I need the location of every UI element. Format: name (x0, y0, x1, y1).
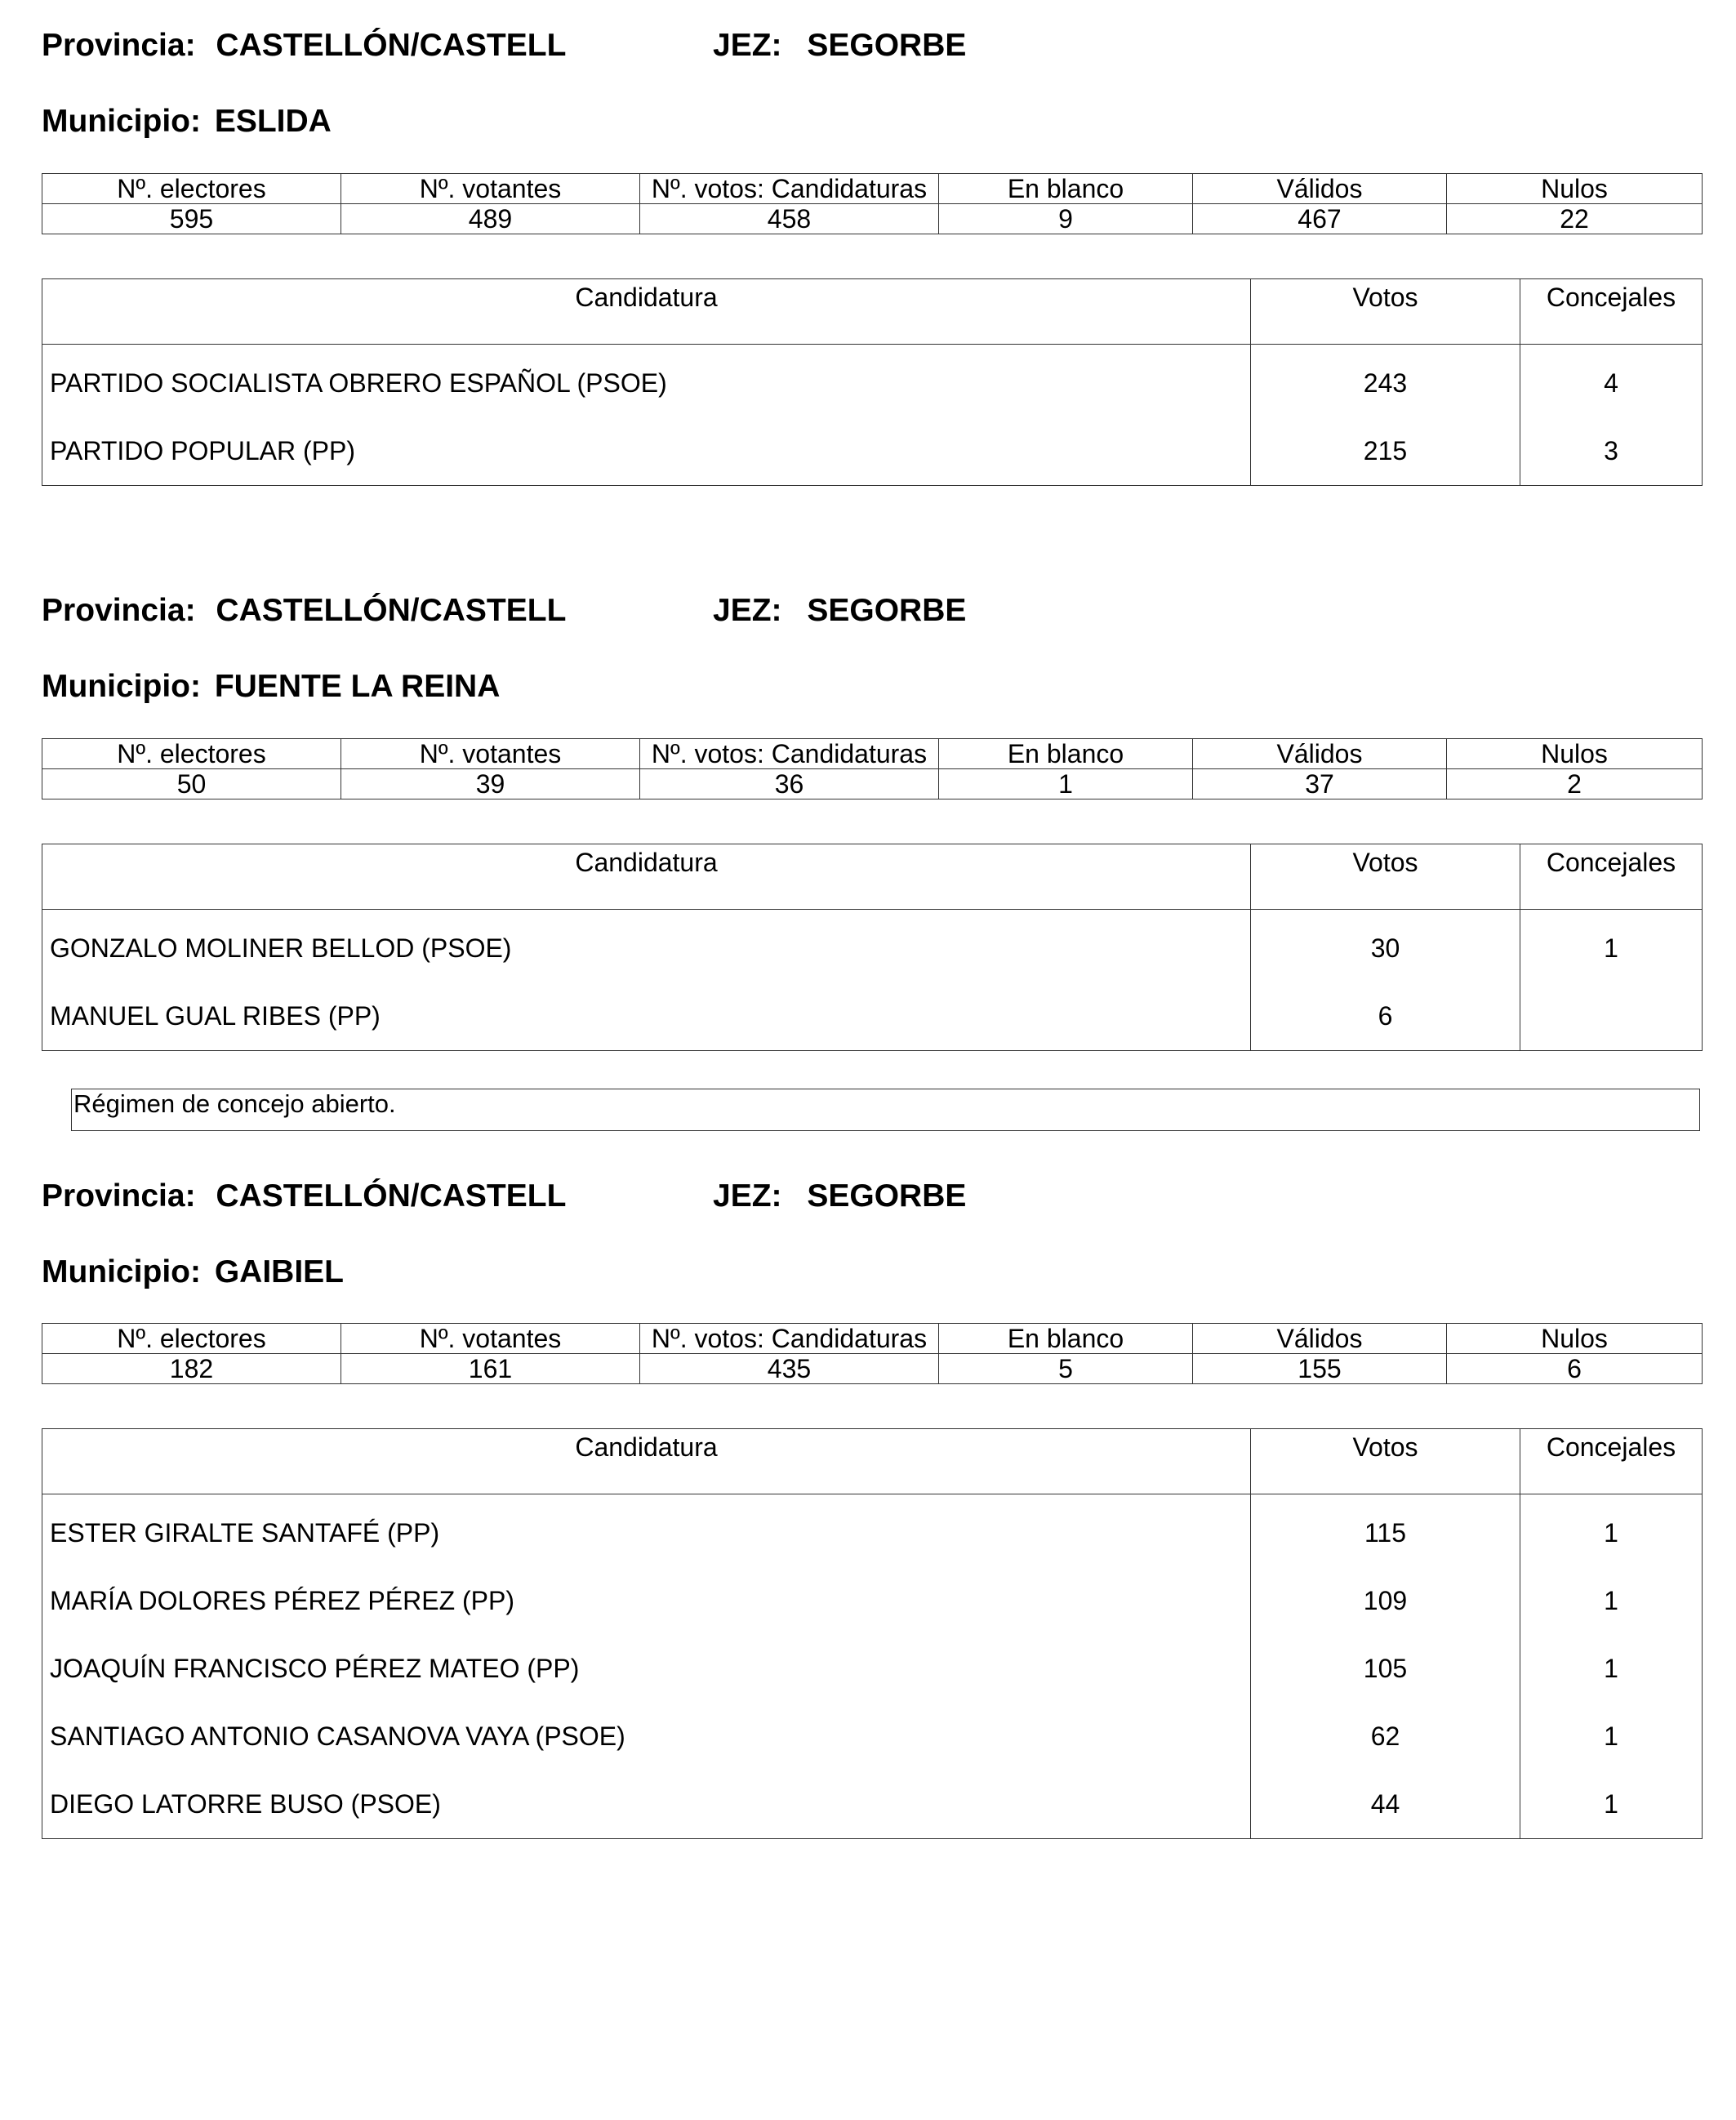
votos-header: Votos (1251, 844, 1520, 910)
candidate-name: PARTIDO POPULAR (PP) (42, 417, 1251, 486)
candidate-name: MARÍA DOLORES PÉREZ PÉREZ (PP) (42, 1567, 1251, 1635)
candidate-concejales: 1 (1520, 1635, 1703, 1703)
municipio-value: GAIBIEL (214, 1254, 344, 1289)
provincia-header (42, 28, 575, 64)
candidate-concejales: 1 (1520, 910, 1703, 983)
jez-label: JEZ: (713, 28, 782, 63)
stats-blanco: 1 (939, 769, 1193, 799)
provincia-label: Provincia: (42, 28, 196, 63)
stats-votantes: 39 (341, 769, 640, 799)
stats-nulos: 22 (1447, 204, 1703, 234)
municipio-label: Municipio: (42, 669, 201, 704)
stats-electores: 595 (42, 204, 341, 234)
stats-validos: 155 (1193, 1354, 1447, 1384)
stats-header-nulos: Nulos (1447, 739, 1703, 769)
table-row (42, 1494, 1703, 1568)
jez-label: JEZ: (713, 593, 782, 628)
candidate-concejales: 3 (1520, 417, 1703, 486)
concejales-header: Concejales (1520, 279, 1703, 345)
table-row (42, 1635, 1703, 1703)
candidatura-header-row (42, 1429, 1703, 1494)
stats-nulos: 6 (1447, 1354, 1703, 1384)
candidate-concejales: 1 (1520, 1494, 1703, 1568)
jez-value: SEGORBE (807, 593, 967, 628)
stats-header-votantes: Nº. votantes (341, 739, 640, 769)
provincia-header (42, 593, 575, 629)
stats-header-electores: Nº. electores (42, 1324, 341, 1354)
municipio-value: ESLIDA (214, 104, 332, 139)
provincia-value: CASTELLÓN/CASTELL (216, 28, 567, 63)
stats-candidaturas: 435 (640, 1354, 939, 1384)
stats-nulos: 2 (1447, 769, 1703, 799)
stats-header-validos: Válidos (1193, 174, 1447, 204)
stats-value-row (42, 1354, 1703, 1384)
stats-header-validos: Válidos (1193, 739, 1447, 769)
stats-value-row (42, 204, 1703, 234)
table-row (42, 910, 1703, 983)
candidatura-header: Candidatura (42, 279, 1251, 345)
stats-table (42, 173, 1703, 234)
candidate-votos: 30 (1251, 910, 1520, 983)
jez-header (713, 593, 966, 629)
concejales-header: Concejales (1520, 844, 1703, 910)
stats-header-votantes: Nº. votantes (341, 1324, 640, 1354)
stats-votantes: 161 (341, 1354, 640, 1384)
candidate-votos: 44 (1251, 1770, 1520, 1839)
provincia-label: Provincia: (42, 593, 196, 628)
stats-header-electores: Nº. electores (42, 739, 341, 769)
candidate-name: DIEGO LATORRE BUSO (PSOE) (42, 1770, 1251, 1839)
candidate-votos: 215 (1251, 417, 1520, 486)
candidate-name: ESTER GIRALTE SANTAFÉ (PP) (42, 1494, 1251, 1568)
candidatura-header-row (42, 279, 1703, 345)
stats-header-candidaturas: Nº. votos: Candidaturas (640, 174, 939, 204)
jez-header (713, 1178, 966, 1214)
municipio-label: Municipio: (42, 1254, 201, 1289)
candidate-name: PARTIDO SOCIALISTA OBRERO ESPAÑOL (PSOE) (42, 345, 1251, 418)
candidate-name: JOAQUÍN FRANCISCO PÉREZ MATEO (PP) (42, 1635, 1251, 1703)
stats-header-candidaturas: Nº. votos: Candidaturas (640, 1324, 939, 1354)
stats-header-row (42, 739, 1703, 769)
candidate-votos: 6 (1251, 982, 1520, 1051)
candidatura-header: Candidatura (42, 844, 1251, 910)
stats-validos: 37 (1193, 769, 1447, 799)
jez-value: SEGORBE (807, 28, 967, 63)
stats-votantes: 489 (341, 204, 640, 234)
provincia-label: Provincia: (42, 1178, 196, 1214)
candidatura-header-row (42, 844, 1703, 910)
candidate-name: GONZALO MOLINER BELLOD (PSOE) (42, 910, 1251, 983)
jez-label: JEZ: (713, 1178, 782, 1214)
candidatura-table (42, 1428, 1703, 1839)
candidatura-header: Candidatura (42, 1429, 1251, 1494)
stats-electores: 182 (42, 1354, 341, 1384)
stats-validos: 467 (1193, 204, 1447, 234)
stats-candidaturas: 36 (640, 769, 939, 799)
stats-electores: 50 (42, 769, 341, 799)
candidate-concejales: 4 (1520, 345, 1703, 418)
candidate-votos: 115 (1251, 1494, 1520, 1568)
stats-table (42, 1323, 1703, 1384)
provincia-value: CASTELLÓN/CASTELL (216, 1178, 567, 1214)
table-row (42, 1567, 1703, 1635)
stats-table (42, 738, 1703, 799)
stats-header-blanco: En blanco (939, 1324, 1193, 1354)
table-row (42, 417, 1703, 486)
stats-header-electores: Nº. electores (42, 174, 341, 204)
candidate-votos: 62 (1251, 1703, 1520, 1770)
votos-header: Votos (1251, 1429, 1520, 1494)
stats-blanco: 5 (939, 1354, 1193, 1384)
municipio-header (42, 669, 500, 705)
table-row (42, 1703, 1703, 1770)
concejales-header: Concejales (1520, 1429, 1703, 1494)
candidate-concejales: 1 (1520, 1567, 1703, 1635)
table-row (42, 982, 1703, 1051)
stats-blanco: 9 (939, 204, 1193, 234)
stats-header-candidaturas: Nº. votos: Candidaturas (640, 739, 939, 769)
stats-header-validos: Válidos (1193, 1324, 1447, 1354)
stats-header-votantes: Nº. votantes (341, 174, 640, 204)
stats-header-blanco: En blanco (939, 174, 1193, 204)
candidate-name: MANUEL GUAL RIBES (PP) (42, 982, 1251, 1051)
candidate-votos: 105 (1251, 1635, 1520, 1703)
jez-header (713, 28, 966, 64)
candidate-concejales: 1 (1520, 1703, 1703, 1770)
stats-header-nulos: Nulos (1447, 174, 1703, 204)
candidatura-table (42, 278, 1703, 486)
municipio-header (42, 104, 332, 140)
candidate-concejales: 1 (1520, 1770, 1703, 1839)
candidate-votos: 243 (1251, 345, 1520, 418)
stats-header-row (42, 1324, 1703, 1354)
concejo-abierto-note: Régimen de concejo abierto. (71, 1089, 1700, 1131)
municipio-value: FUENTE LA REINA (214, 669, 501, 704)
stats-header-nulos: Nulos (1447, 1324, 1703, 1354)
table-row (42, 1770, 1703, 1839)
stats-header-blanco: En blanco (939, 739, 1193, 769)
jez-value: SEGORBE (807, 1178, 967, 1214)
provincia-header (42, 1178, 575, 1214)
stats-candidaturas: 458 (640, 204, 939, 234)
candidate-name: SANTIAGO ANTONIO CASANOVA VAYA (PSOE) (42, 1703, 1251, 1770)
candidate-concejales (1520, 982, 1703, 1051)
provincia-value: CASTELLÓN/CASTELL (216, 593, 567, 628)
municipio-header (42, 1254, 344, 1290)
candidate-votos: 109 (1251, 1567, 1520, 1635)
candidatura-table (42, 844, 1703, 1051)
stats-value-row (42, 769, 1703, 799)
municipio-label: Municipio: (42, 104, 201, 139)
stats-header-row (42, 174, 1703, 204)
table-row (42, 345, 1703, 418)
votos-header: Votos (1251, 279, 1520, 345)
